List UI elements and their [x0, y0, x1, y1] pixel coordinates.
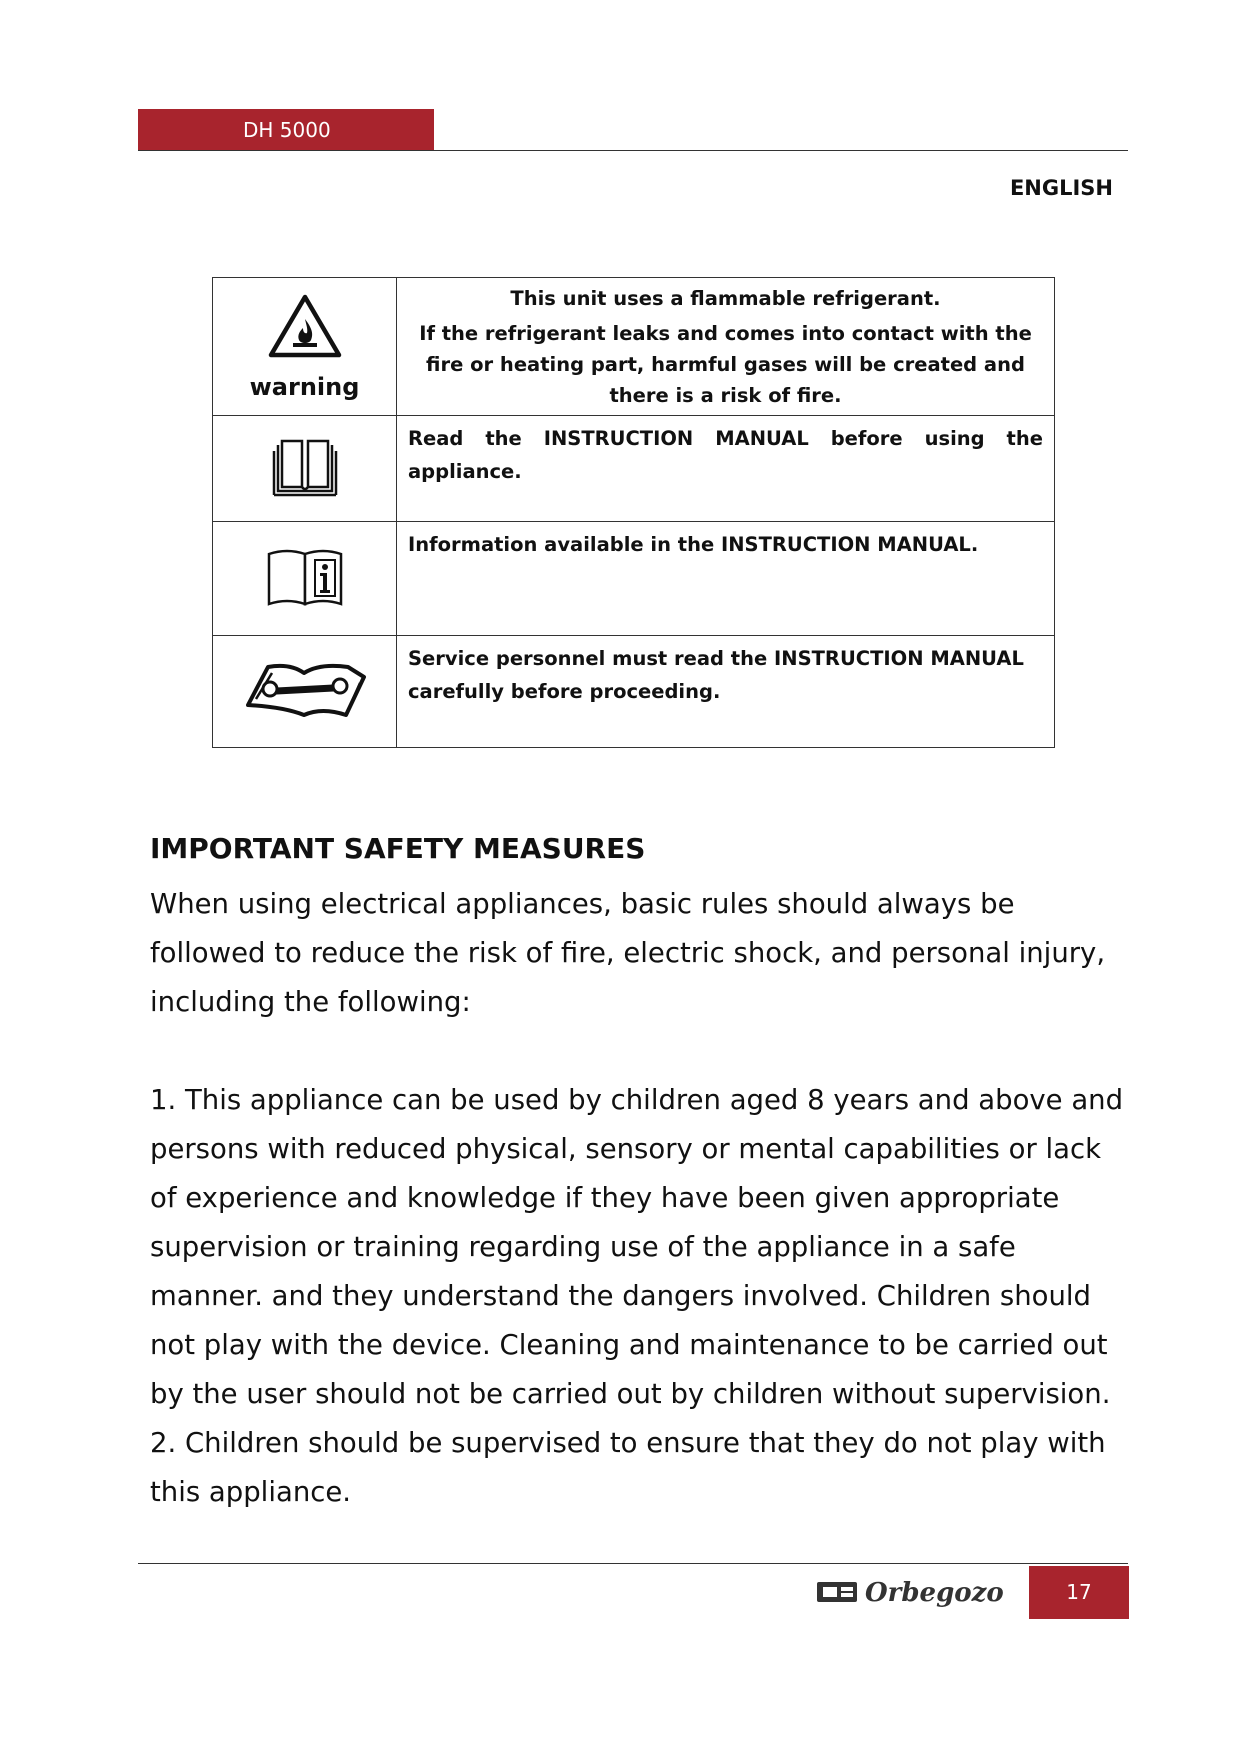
- warning-label: warning: [249, 372, 360, 401]
- info-icon-cell: [213, 522, 397, 636]
- service-icon-cell: [213, 636, 397, 748]
- info-available-text: Information available in the INSTRUCTION MANUAL.: [397, 522, 1055, 636]
- safety-symbols-table: [212, 277, 1055, 748]
- manual-book-icon: [270, 437, 340, 497]
- safety-body: [150, 880, 1130, 1517]
- model-tab: DH 5000: [138, 109, 434, 151]
- safety-intro: When using electrical appliances, basic rules should always be followed to reduce the risk of fire, electric shock, and personal injury, including the following:: [150, 888, 1106, 1018]
- section-title: IMPORTANT SAFETY MEASURES: [150, 832, 646, 865]
- brand-logo: [817, 1577, 1015, 1607]
- safety-item-2: 2. Children should be supervised to ensure that they do not play with this appliance.: [150, 1427, 1106, 1508]
- read-manual-text: Read the INSTRUCTION MANUAL before using the appliance.: [397, 416, 1055, 522]
- warning-icon-cell: [213, 278, 397, 416]
- flammable-description: If the refrigerant leaks and comes into contact with the fire or heating part, harmful gases will be created and there is a risk of fire.: [419, 322, 1032, 407]
- flammable-title: This unit uses a flammable refrigerant.: [510, 287, 941, 310]
- safety-item-1: 1. This appliance can be used by children aged 8 years and above and persons with reduced physical, sensory or mental capabilities or lack of experience and knowledge if they have been given appropriate supervision or training regarding use of the appliance in a safe manner. and they understand the dangers involved. Children should not play with the device. Cleaning and maintenance to be carried out by the user should not be carried out by children without supervision.: [150, 1084, 1124, 1410]
- page-number: 17: [1029, 1566, 1129, 1619]
- table-row: [213, 416, 1055, 522]
- table-row: [213, 522, 1055, 636]
- service-text: Service personnel must read the INSTRUCTION MANUAL carefully before proceeding.: [397, 636, 1055, 748]
- table-row: [213, 278, 1055, 416]
- service-manual-icon: [242, 659, 368, 721]
- flammable-text-cell: [397, 278, 1055, 416]
- flammable-warning-icon: [267, 293, 343, 359]
- language-label: ENGLISH: [1009, 176, 1113, 200]
- header-divider: [138, 150, 1128, 151]
- info-book-icon: [265, 546, 345, 608]
- brand-name: Orbegozo: [865, 1578, 1004, 1607]
- table-row: [213, 636, 1055, 748]
- manual-icon-cell: [213, 416, 397, 522]
- footer-divider: [138, 1563, 1128, 1564]
